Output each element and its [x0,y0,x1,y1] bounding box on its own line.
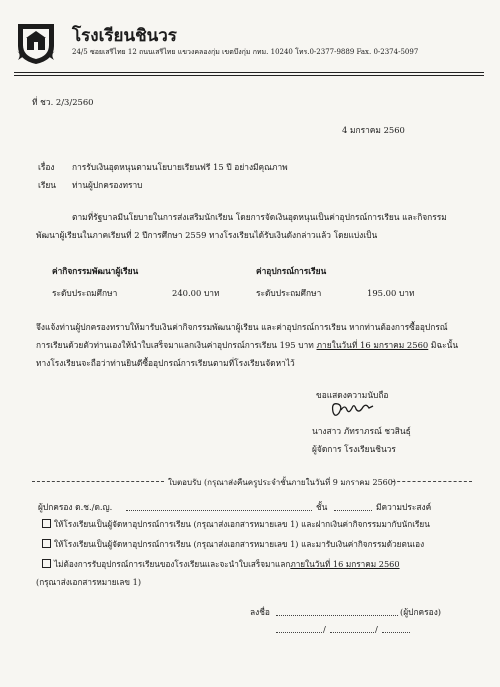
intent-label: มีความประสงค์ [376,502,432,512]
student-name-field[interactable] [126,510,312,511]
signer-title: ผู้จัดการ โรงเรียนชินวร [312,444,396,454]
parent-label: ผู้ปกครอง ด.ช./ด.ญ. [38,502,113,512]
closing-text: ขอแสดงความนับถือ [316,390,389,400]
cut-line-left [32,481,164,482]
option2-checkbox[interactable] [42,539,51,548]
school-address: 24/5 ซอยเสรีไทย 12 ถนนเสรีไทย แขวงคลองกุ่ม เขตบึงกุ่ม กทม. 10240 โทร.0-2377-9889 Fax. 0-2374-5097 [72,48,419,56]
header-rule [14,72,484,73]
class-field[interactable] [334,510,372,511]
supplies-fee-amount: 195.00 บาท [367,288,415,298]
option1-label: ให้โรงเรียนเป็นผู้จัดหาอุปกรณ์การเรียน (กรุณาส่งเอกสารหมายเลข 1) และฝากเงินค่ากิจกรรมมากับนักเรียน [54,519,430,529]
supplies-fee-heading: ค่าอุปกรณ์การเรียน [256,266,327,276]
paragraph2-line1: จึงแจ้งท่านผู้ปกครองทราบให้มารับเงินค่ากิจกรรมพัฒนาผู้เรียน และค่าอุปกรณ์การเรียน หากท่านต้องการซื้ออุปกรณ์ [36,322,448,332]
school-crest-icon [14,20,58,66]
paragraph2-line3: ทางโรงเรียนจะถือว่าท่านยินดีซื้ออุปกรณ์การเรียนตามที่โรงเรียนจัดหาไว้ [36,358,295,368]
option3[interactable] [42,558,400,571]
date-separator-2: / [375,624,378,634]
sign-label: ลงชื่อ [250,607,270,617]
option3-checkbox[interactable] [42,559,51,568]
option3-deadline: ภายในวันที่ 16 มกราคม 2560 [290,559,400,569]
option2-label: ให้โรงเรียนเป็นผู้จัดหาอุปกรณ์การเรียน (กรุณาส่งเอกสารหมายเลข 1) และมารับเงินค่ากิจกรรมด้วยตนเอง [54,539,425,549]
signer-name: นางสาว ภัทราภรณ์ ชวสินธุ์ [312,426,411,436]
activity-fee-amount: 240.00 บาท [172,288,220,298]
class-label: ชั้น [316,502,328,512]
activity-fee-heading: ค่ากิจกรรมพัฒนาผู้เรียน [52,266,139,276]
paragraph2-line2-tail: มิฉะนั้น [428,340,459,350]
date-year-field[interactable] [382,632,410,633]
paragraph1-line1: ตามที่รัฐบาลมีนโยบายในการส่งเสริมนักเรียน โดยการจัดเงินอุดหนุนเป็นค่าอุปกรณ์การเรียน และกิจกรรม [72,212,447,222]
supplies-fee-level: ระดับประถมศึกษา [256,288,322,298]
sign-role: (ผู้ปกครอง) [400,607,442,617]
reply-slip-heading: ใบตอบรับ (กรุณาส่งคืนครูประจำชั้นภายในวันที่ 9 มกราคม 2560) [168,478,396,487]
school-name: โรงเรียนชินวร [72,26,177,46]
date-day-field[interactable] [276,632,322,633]
letter-date: 4 มกราคม 2560 [342,125,405,135]
reference-number: ที่ ชว. 2/3/2560 [32,97,94,107]
paragraph2-line2-text: การเรียนด้วยตัวท่านเองให้นำใบเสร็จมาแลกเงินค่าอุปกรณ์การเรียน 195 บาท [36,340,317,350]
recipient-label: เรียน [38,180,56,190]
activity-fee-level: ระดับประถมศึกษา [52,288,118,298]
date-separator-1: / [323,624,326,634]
date-month-field[interactable] [330,632,374,633]
option1-checkbox[interactable] [42,519,51,528]
cut-line-right [392,481,472,482]
option1[interactable] [42,518,430,531]
paragraph1-line2: พัฒนาผู้เรียนในภาคเรียนที่ 2 ปีการศึกษา 2559 ทางโรงเรียนได้รับเงินดังกล่าวแล้ว โดยแบ่งเป็น [36,230,378,240]
option3-note: (กรุณาส่งเอกสารหมายเลข 1) [36,577,142,587]
paragraph2-deadline: ภายในวันที่ 16 มกราคม 2560 [316,340,429,350]
option2[interactable] [42,538,424,551]
paragraph2-line2 [36,338,458,352]
recipient-text: ท่านผู้ปกครองทราบ [72,180,143,190]
subject-label: เรื่อง [38,162,55,172]
subject-text: การรับเงินอุดหนุนตามนโยบายเรียนฟรี 15 ปี อย่างมีคุณภาพ [72,162,288,172]
option3-label: ไม่ต้องการรับอุปกรณ์การเรียนของโรงเรียนและจะนำใบเสร็จมาแลก [54,559,291,569]
header-rule-thin [14,75,484,76]
parent-signature-field[interactable] [276,615,398,616]
signature-image [329,398,377,420]
